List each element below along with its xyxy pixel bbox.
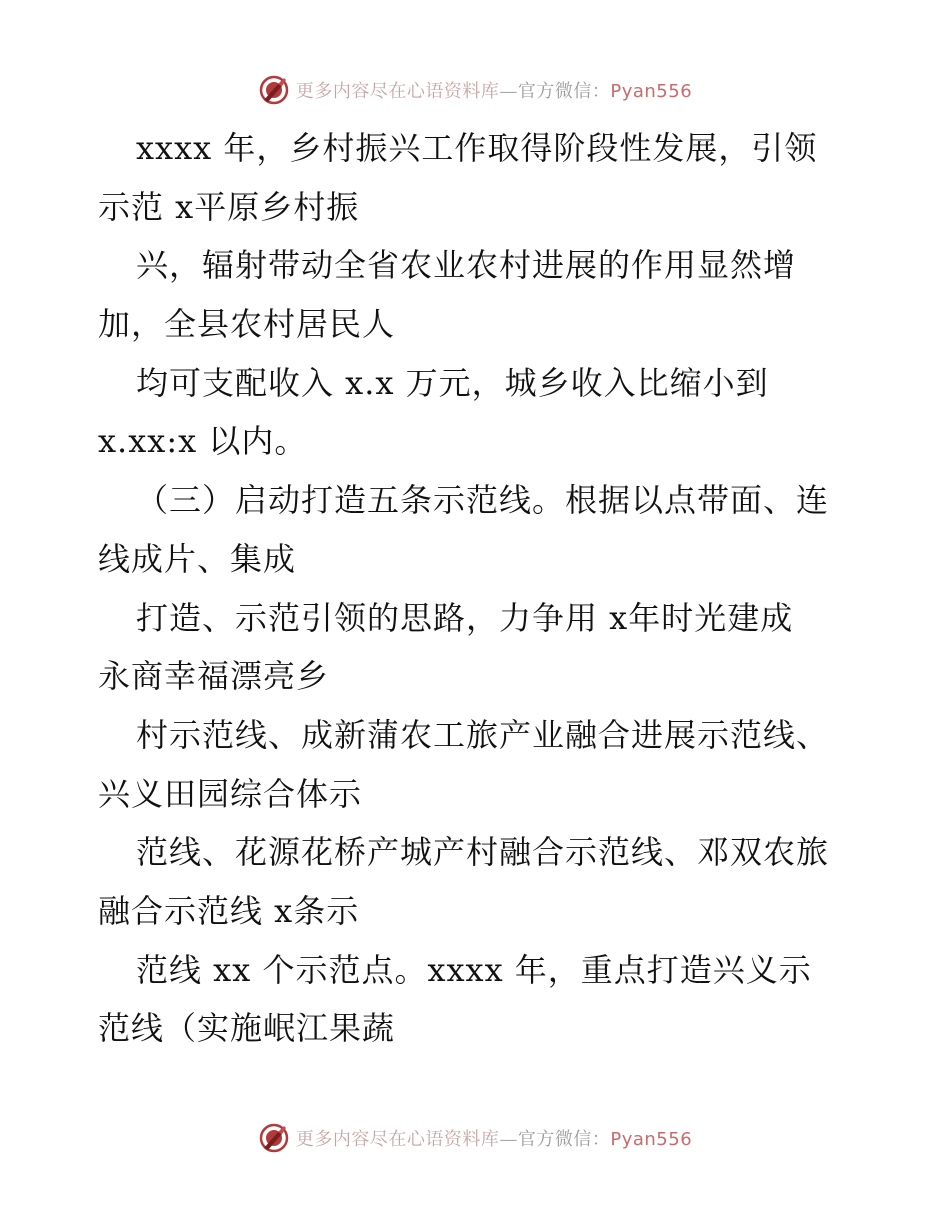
text-line: 兴义田园综合体示 <box>98 774 363 813</box>
watermark-text <box>296 77 692 103</box>
watermark-text <box>296 1125 692 1151</box>
watermark-wechat-label: 官方微信： <box>517 1129 611 1150</box>
watermark-main: 更多内容尽在心语资料库 <box>295 81 500 102</box>
text-line: （三）启动打造五条示范线。根据以点带面、连 <box>136 481 830 520</box>
text-line: 范线（实施岷江果蔬 <box>98 1009 396 1048</box>
text-line: 融合示范线 x条示 <box>98 891 360 930</box>
text-line: 兴，辐射带动全省农业农村进展的作用显然增 <box>136 246 797 285</box>
text-line: 均可支配收入 x.x 万元，城乡收入比缩小到 <box>136 363 769 402</box>
footer-watermark <box>0 1118 950 1158</box>
header-watermark <box>0 70 950 110</box>
watermark-wechat-id: Pyan556 <box>610 1129 693 1150</box>
text-line: 线成片、集成 <box>98 539 297 578</box>
text-line: 加，全县农村居民人 <box>98 305 396 344</box>
watermark-separator: — <box>499 81 518 102</box>
text-line: 村示范线、成新蒲农工旅产业融合进展示范线、 <box>136 715 830 754</box>
pen-logo-icon <box>258 74 290 106</box>
pen-logo-icon <box>258 1122 290 1154</box>
text-line: x.xx:x 以内。 <box>98 422 308 461</box>
text-line: 范线 xx 个示范点。xxxx 年，重点打造兴义示 <box>136 950 812 989</box>
text-line: 打造、示范引领的思路，力争用 x年时光建成 <box>136 598 794 637</box>
watermark-separator: — <box>499 1129 518 1150</box>
text-line: 示范 x平原乡村振 <box>98 187 360 226</box>
text-line: 永商幸福漂亮乡 <box>98 657 330 696</box>
document-body <box>98 119 868 1058</box>
watermark-wechat-id: Pyan556 <box>610 81 693 102</box>
text-line: xxxx 年，乡村振兴工作取得阶段性发展，引领 <box>136 129 818 167</box>
text-line: 范线、花源花桥产城产村融合示范线、邓双农旅 <box>136 833 830 872</box>
watermark-main: 更多内容尽在心语资料库 <box>295 1129 500 1150</box>
watermark-wechat-label: 官方微信： <box>517 81 611 102</box>
